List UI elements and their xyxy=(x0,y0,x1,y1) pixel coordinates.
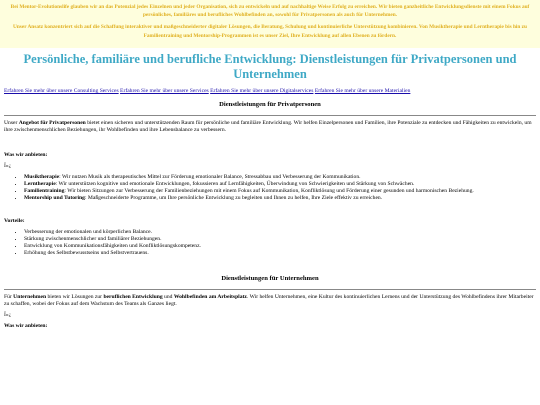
offer-text: : Wir unterstützen kognitive und emotionale Entwicklungen, fokussieren auf Lernfähigkeiten, Überwindung von Schwierigkeiten und Stärkung von Schwächen. xyxy=(55,180,415,187)
offer-text: : Maßgeschneiderte Programme, um Ihre persönliche Entwicklung zu begleiten und Ihnen zu helfen, Ihre Ziele effektiv zu erreichen. xyxy=(84,194,383,201)
list-item: • Stärkung zwischenmenschlicher und familiärer Beziehungen. xyxy=(24,236,536,243)
private-section xyxy=(0,120,540,257)
intro-banner xyxy=(0,0,540,48)
business-heading: Dienstleistungen für Unternehmen xyxy=(221,274,319,282)
link-consulting[interactable]: Erfahren Sie mehr über unsere Consulting Services xyxy=(4,87,119,94)
private-intro xyxy=(4,120,536,134)
b-mid-2: und xyxy=(162,294,174,301)
list-item xyxy=(24,174,536,181)
offer-label xyxy=(4,152,536,159)
b-bold-1: Unternehmen xyxy=(13,294,47,301)
offer-name: Mentorship und Tutoring xyxy=(24,194,85,201)
link-materials[interactable]: Erfahren Sie mehr über unsere Materialien xyxy=(314,87,411,94)
link-services[interactable]: Erfahren Sie mehr über unsere Services xyxy=(120,87,209,94)
odd-char: Ï»¿ xyxy=(4,162,12,169)
offer-name: Musiktherapie xyxy=(24,173,60,180)
banner-text-1: Bei Mentor-Evolutionslife glauben wir an das Potenzial jedes Einzelnen und jeder Organisation, sich zu entwickeln und auf nachhaltige Weise Erfolg zu erreichen. Wir bieten ganzheitliche Entwicklungsdienste mit einem Fokus auf persönliches, familiäres und berufliches Wohlbefinden an, sowohl für Privatpersonen als auch für Unternehmen. xyxy=(10,4,530,19)
odd-char: Ï»¿ xyxy=(4,312,12,319)
list-item xyxy=(24,188,536,195)
page-title: Persönliche, familiäre und berufliche Entwicklung: Dienstleistungen für Privatpersonen und Unternehmen xyxy=(23,51,517,81)
service-links xyxy=(0,88,540,95)
offer-name: Familientraining xyxy=(24,187,65,194)
offer-label-text: Was wir anbieten: xyxy=(4,152,48,158)
b-pre: Für xyxy=(4,294,14,301)
divider xyxy=(4,115,536,116)
benefits-label xyxy=(4,218,536,225)
business-intro xyxy=(4,294,536,308)
offer-list xyxy=(4,174,536,202)
list-item: • Verbesserung der emotionalen und körperlichen Balance. xyxy=(24,229,536,236)
benefit-list xyxy=(4,229,536,257)
list-item: • Erhöhung des Selbstbewusstseins und Selbstvertrauens. xyxy=(24,250,536,257)
intro-pre: Unser xyxy=(4,120,19,127)
business-section xyxy=(0,294,540,330)
private-heading: Dienstleistungen für Privatpersonen xyxy=(219,100,321,108)
list-item xyxy=(24,195,536,202)
offer-label xyxy=(4,323,536,330)
intro-post: bietet einen sicheren und unterstützenden Raum für persönliche und familiäre Entwicklung. Wir helfen Einzelpersonen und Familien, ihre Potenziale zu entdecken und Fähigkeiten zu entwickeln, um ihre zwischenmenschlichen Beziehungen, ihr Wohlbefinden und ihre Lebensbalance zu verbessern. xyxy=(4,120,532,134)
offer-name: Lerntherapie xyxy=(24,180,56,187)
list-item xyxy=(24,181,536,188)
banner-text-2: Unser Ansatz konzentriert sich auf die Schaffung interaktiver und maßgeschneiderter digitaler Lösungen, die Beratung, Schulung und kontinuierliche Unterstützung kombinieren. Von Musiktherapie und Lerntherapie bis hin zu Familientraining und Mentorship-Programmen ist es unser Ziel, Ihre Entwicklung auf allen Ebenen zu fördern. xyxy=(13,24,527,39)
list-item: • Entwicklung von Kommunikationsfähigkeiten und Konfliktlösungskompetenz. xyxy=(24,243,536,250)
divider xyxy=(4,289,536,290)
offer-label-text: Was wir anbieten: xyxy=(4,323,48,330)
b-mid-1: bieten wir Lösungen zur xyxy=(46,294,104,301)
offer-text: : Wir bieten Sitzungen zur Verbesserung der Familienbeziehungen mit einem Fokus auf Kommunikation, Konfliktlösung und Förderung einer gesunden und harmonischen Beziehung. xyxy=(64,187,474,194)
link-digital[interactable]: Erfahren Sie mehr über unsere Digitalservices xyxy=(210,87,314,94)
offer-text: : Wir nutzen Musik als therapeutisches Mittel zur Förderung emotionaler Balance, Stressabbau und Verbesserung der Kommunikation. xyxy=(59,173,361,180)
b-bold-3: Wohlbefinden am Arbeitsplatz xyxy=(173,294,247,301)
b-post: . Wir helfen Unternehmen, eine Kultur des kontinuierlichen Lernens und der Unterstützung des Wohlbefindens ihrer Mitarbeiter zu schaffen, wobei der Fokus auf dem Wachstum des Teams als Ganzes liegt. xyxy=(4,294,534,308)
benefits-label-text: Vorteile: xyxy=(4,217,25,224)
intro-bold: Angebot für Privatpersonen xyxy=(18,120,86,127)
b-bold-2: beruflichen Entwicklung xyxy=(103,294,163,301)
